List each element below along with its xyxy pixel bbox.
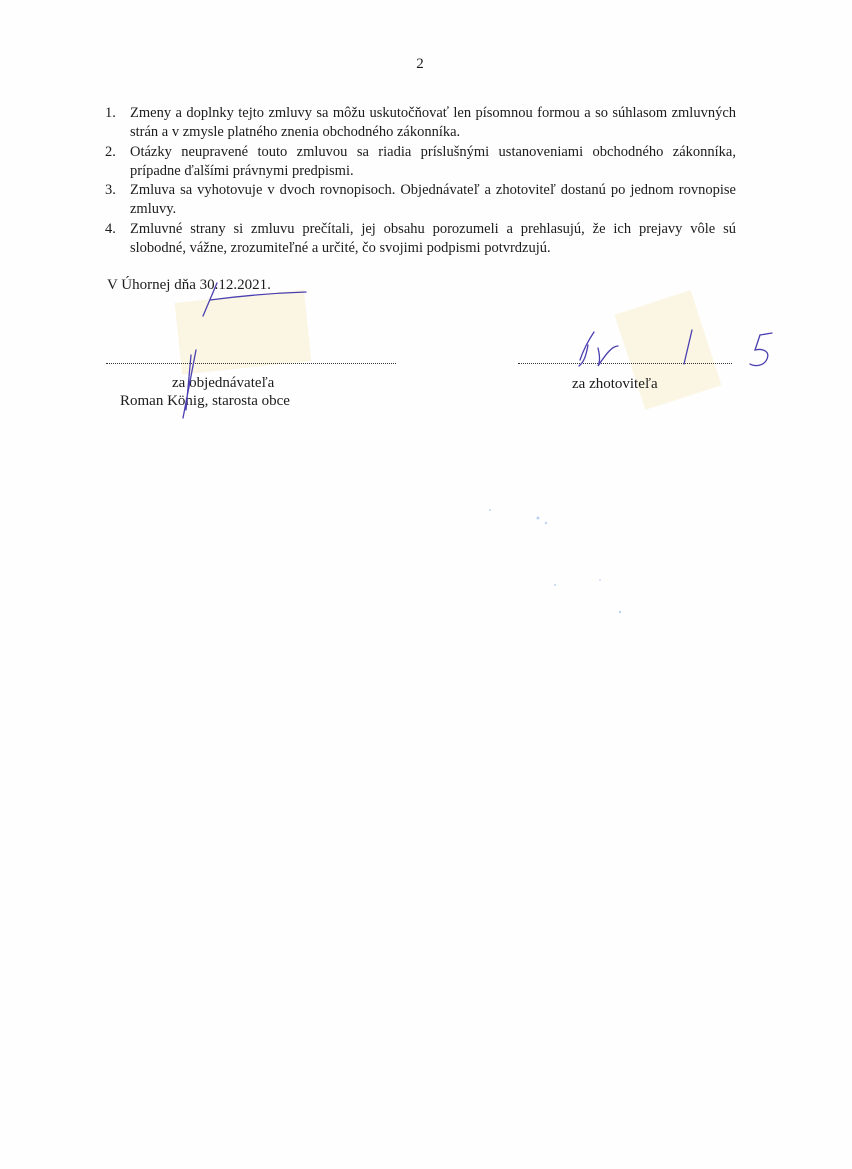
- clause-item: [105, 220, 736, 259]
- contractor-signature-stroke: [750, 333, 772, 366]
- contractor-signature-stroke: [579, 332, 618, 366]
- clause-item: [105, 104, 736, 143]
- clause-text: Otázky neupravené touto zmluvou sa riadia príslušnými ustanoveniami obchodného zákonníka, prípadne ďalšími právnymi predpismi.: [130, 143, 736, 179]
- clause-number: 1.: [105, 105, 116, 121]
- clause-text: Zmeny a doplnky tejto zmluvy sa môžu uskutočňovať len písomnou formou a so súhlasom zmluvných strán a v zmysle platného znenia obchodného zákonníka.: [130, 105, 736, 141]
- clause-number: 4.: [105, 220, 116, 237]
- clause-item: [105, 181, 736, 220]
- contractor-signature-line: [518, 363, 732, 364]
- redaction-sticker-left: [175, 289, 312, 374]
- clause-item: [105, 143, 736, 182]
- contractor-signature-caption: za zhotoviteľa: [572, 376, 658, 392]
- clause-text: Zmluva sa vyhotovuje v dvoch rovnopisoch. Objednávateľ a zhotoviteľ dostanú po jednom rovnopise zmluvy.: [130, 182, 736, 218]
- faint-stamp-marks: [489, 509, 621, 613]
- clause-number: 2.: [105, 143, 116, 160]
- clause-list: [105, 104, 736, 258]
- page-number: 2: [416, 56, 424, 72]
- client-signature-line: [106, 363, 396, 364]
- clause-number: 3.: [105, 182, 116, 199]
- client-signatory-name: Roman König, starosta obce: [120, 393, 290, 409]
- clause-text: Zmluvné strany si zmluvu prečítali, jej obsahu porozumeli a prehlasujú, že ich prejavy vôle sú slobodné, vážne, zrozumiteľné a určité, čo svojimi podpismi potvrdzujú.: [130, 220, 736, 257]
- client-signature-caption: za objednávateľa: [172, 375, 275, 391]
- place-and-date: V Úhornej dňa 30.12.2021.: [107, 277, 271, 293]
